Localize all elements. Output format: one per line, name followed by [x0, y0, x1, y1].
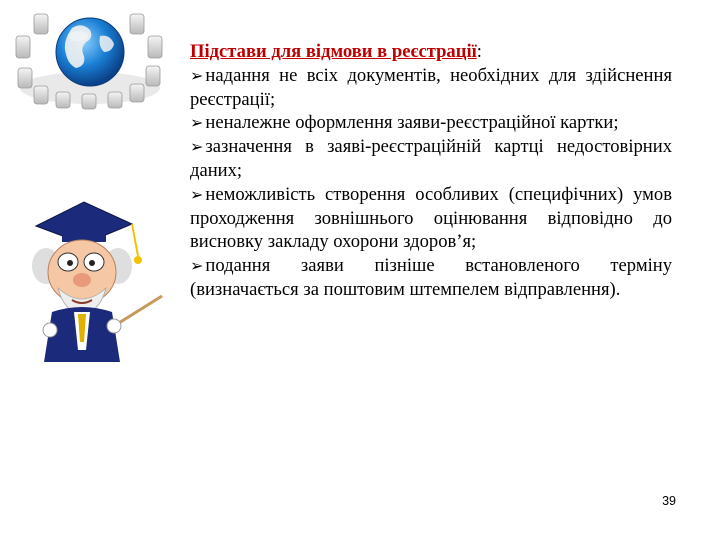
list-item	[190, 135, 672, 183]
arrow-bullet-icon: ➢	[190, 115, 204, 133]
professor-cartoon-illustration	[22, 200, 172, 365]
arrow-bullet-icon: ➢	[190, 186, 204, 204]
title-colon: :	[476, 41, 482, 62]
list-item-text: надання не всіх документів, необхідних для здійснення реєстрації;	[190, 64, 672, 110]
list-item	[190, 64, 672, 112]
slide-content	[190, 40, 672, 302]
list-item-text: неналежне оформлення заяви-реєстраційної картки;	[205, 112, 619, 134]
page-number: 39	[662, 494, 676, 508]
list-item	[190, 254, 672, 302]
list-item	[190, 111, 672, 135]
list-item-text: неможливість створення особливих (специфічних) умов проходження зовнішнього оцінювання відповідно до висновку закладу охорони здоров’я;	[190, 183, 672, 253]
list-item-text: подання заяви пізніше встановленого терміну (визначається за поштовим штемпелем відправлення).	[190, 255, 672, 300]
globe-chairs-illustration	[12, 6, 164, 110]
slide-heading	[190, 40, 672, 64]
arrow-bullet-icon: ➢	[190, 258, 204, 276]
arrow-bullet-icon: ➢	[190, 67, 204, 85]
list-item	[190, 183, 672, 254]
list-item-text: зазначення в заяві-реєстраційній картці недостовірних даних;	[190, 136, 672, 181]
refusal-reasons-list	[190, 64, 672, 302]
slide-title: Підстави для відмови в реєстрації	[190, 41, 477, 62]
arrow-bullet-icon: ➢	[190, 139, 204, 157]
